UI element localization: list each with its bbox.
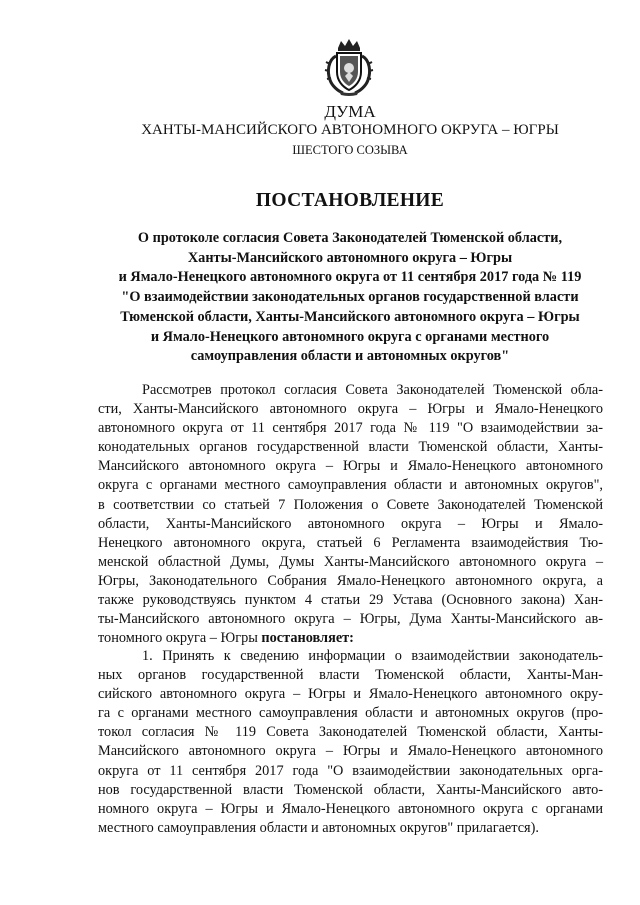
convocation-title: ШЕСТОГО СОЗЫВА	[292, 143, 408, 157]
subject-line: Ханты-Мансийского автономного округа – Югры	[187, 249, 513, 266]
resolution-keyword: постановляет:	[261, 630, 354, 647]
paragraph-line: ты-Мансийского автономного округа – Югры, Дума Ханты-Мансийского ав-	[98, 611, 603, 628]
paragraph-line: токол согласия № 119 Совета Законодателей Тюменской области, Ханты-	[98, 724, 603, 741]
subject-line: Тюменской области, Ханты-Мансийского автономного округа – Югры	[120, 308, 580, 325]
organization-title: ДУМА	[324, 102, 376, 121]
paragraph-line: в соответствии со статьей 7 Положения о Совете Законодателей Тюменской	[98, 496, 603, 513]
paragraph-line: Югры, Законодательного Собрания Ямало-Ненецкого автономного округа, а	[98, 572, 603, 589]
item-1-paragraph	[98, 647, 603, 838]
paragraph-line: округа от 11 сентября 2017 года "О взаимодействии законодательных орга-	[98, 762, 603, 779]
paragraph-line: га с органами местного самоуправления области и автономных округов (про-	[98, 705, 603, 722]
paragraph-line: ных органов государственной власти Тюменской области, Ханты-Ман-	[98, 667, 603, 684]
paragraph-line: 1. Принять к сведению информации о взаимодействии законодатель-	[142, 648, 603, 664]
paragraph-line: Мансийского автономного округа – Югры и Ямало-Ненецкого автономного	[98, 458, 603, 475]
paragraph-line	[98, 629, 603, 648]
subject-line: самоуправления области и автономных округов"	[190, 348, 510, 365]
paragraph-line: местного самоуправления области и автономных округов" прилагается).	[98, 819, 539, 836]
subject-line: О протоколе согласия Совета Законодателей Тюменской области,	[137, 230, 563, 246]
subject-line: "О взаимодействии законодательных органов государственной власти	[121, 289, 579, 306]
paragraph-line: нов государственной власти Тюменской области, Ханты-Мансийского авто-	[98, 781, 603, 798]
paragraph-line: менской областной Думы, Думы Ханты-Мансийского автономного округа –	[98, 553, 603, 570]
paragraph-line: округа с органами местного самоуправления области и автономных округов",	[98, 477, 603, 494]
document-type: ПОСТАНОВЛЕНИЕ	[255, 190, 445, 211]
paragraph-line: сийского автономного округа – Югры и Ямало-Ненецкого автономного окру-	[98, 686, 603, 703]
subject-line: и Ямало-Ненецкого автономного округа с органами местного	[150, 328, 550, 345]
paragraph-line: Мансийского автономного округа – Югры и Ямало-Ненецкого автономного	[98, 743, 603, 760]
paragraph-line: области, Ханты-Мансийского автономного округа – Югры и Ямало-	[98, 515, 603, 532]
coat-of-arms-icon	[324, 38, 374, 96]
paragraph-line: конодательных органов государственной власти Тюменской области, Ханты-	[98, 439, 603, 456]
paragraph-line: также руководствуясь пунктом 4 статьи 29 Устава (Основного закона) Хан-	[98, 592, 603, 609]
paragraph-line: Рассмотрев протокол согласия Совета Законодателей Тюменской обла-	[142, 382, 603, 398]
paragraph-line: Ненецкого автономного округа, статьей 6 Регламента взаимодействия Тю-	[98, 534, 603, 551]
preamble-paragraph	[98, 381, 603, 648]
preamble-last-text: тономного округа – Югры	[98, 630, 262, 647]
region-title: ХАНТЫ-МАНСИЙСКОГО АВТОНОМНОГО ОКРУГА – ЮГРЫ	[141, 122, 559, 138]
subject-line: и Ямало-Ненецкого автономного округа от 11 сентября 2017 года № 119	[118, 269, 582, 286]
paragraph-line: сти, Ханты-Мансийского автономного округа – Югры и Ямало-Ненецкого	[98, 401, 603, 418]
paragraph-line: автономного округа от 11 сентября 2017 года № 119 "О взаимодействии за-	[98, 420, 603, 437]
paragraph-line: номного округа – Югры и Ямало-Ненецкого автономного округа с органами	[98, 800, 603, 817]
document-subject	[0, 229, 640, 367]
